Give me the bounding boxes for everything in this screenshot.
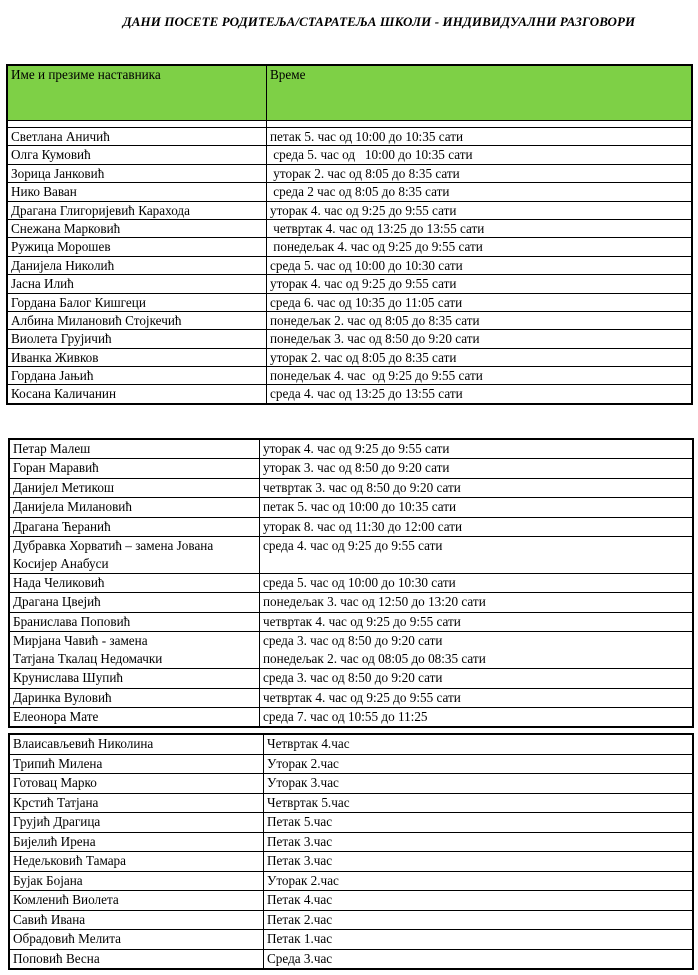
meeting-time-cell [260,517,694,536]
meeting-time: понедељак 4. час од 9:25 до 9:55 сати [270,239,483,255]
teacher-name-cell [7,367,267,385]
teacher-name-cell [9,593,260,612]
teacher-name: Дубравка Хорватић – замена Јована [13,537,214,553]
meeting-time: понедељак 2. час од 8:05 до 8:35 сати [270,312,480,328]
meeting-time-cell [264,832,694,852]
teacher-name: Елеонора Мате [13,708,99,724]
header-name: Име и презиме наставника [7,65,267,121]
teacher-name-cell [7,275,267,293]
teacher-name: Петар Малеш [13,441,91,456]
teacher-name-cell [9,774,264,794]
teacher-name: Виолета Грујичић [11,331,112,347]
teacher-name-cell [9,754,264,774]
teacher-name-cell [9,707,260,727]
meeting-time-cell [267,311,693,329]
table-row [7,238,692,256]
table-row [9,754,693,774]
meeting-time-cell [267,201,693,219]
meeting-time: петак 5. час од 10:00 до 10:35 сати [270,129,464,144]
meeting-time: Петак 3.час [267,833,333,849]
teacher-name-cell [9,871,264,891]
teacher-name-cell [7,219,267,237]
meeting-time-cell [260,439,694,459]
table-row [7,164,692,182]
teacher-name-cell [9,813,264,833]
table-row [7,128,692,146]
meeting-time-cell [267,219,693,237]
teacher-name: Готовац Марко [13,775,97,790]
table-row [9,852,693,872]
table-row [9,871,693,891]
table-row [9,669,693,688]
meeting-time: понедељак 4. час од 9:25 до 9:55 сати [270,368,483,384]
teacher-name: Бујак Бојана [13,872,83,888]
schedule-table-3 [8,733,694,970]
teacher-name-cell [7,348,267,366]
teacher-name-cell [7,330,267,348]
meeting-time-cell [267,183,693,201]
table-row [7,293,692,311]
schedule-table-1 [6,64,693,405]
table-row [9,930,693,950]
meeting-time-line2: понедељак 2. час од 08:05 до 08:35 сати [263,651,486,667]
teacher-name-cell [9,632,260,669]
table-row [7,146,692,164]
meeting-time: среда 4. час од 9:25 до 9:55 сати [263,537,443,553]
meeting-time-cell [267,367,693,385]
document-title [0,14,698,30]
meeting-time-cell [264,852,694,872]
table-row [9,612,693,631]
meeting-time: Четвртак 4.час [267,736,350,751]
meeting-time-cell [264,793,694,813]
teacher-name: Бранислава Поповић [13,613,131,629]
meeting-time-cell [260,707,694,727]
table-row [9,593,693,612]
teacher-name: Олга Кумовић [11,147,91,163]
teacher-name: Иванка Живков [11,349,99,365]
meeting-time: Петак 3.час [267,853,333,868]
meeting-time-cell [264,754,694,774]
table-row [9,573,693,592]
meeting-time: Уторак 2.час [267,755,339,771]
table-row [7,330,692,348]
table-row [9,813,693,833]
meeting-time: понедељак 3. час од 12:50 до 13:20 сати [263,594,486,610]
teacher-name-cell [9,949,264,969]
meeting-time-cell [264,930,694,950]
teacher-name-cell [7,311,267,329]
meeting-time: Петак 1.час [267,931,333,946]
meeting-time-cell [267,238,693,256]
table-row [9,498,693,517]
meeting-time: среда 2 час од 8:05 до 8:35 сати [270,184,450,200]
meeting-time-cell [264,871,694,891]
table-row [9,891,693,911]
meeting-time-cell [267,330,693,348]
meeting-time-cell [264,949,694,969]
table-row [9,517,693,536]
table-row [9,536,693,573]
table-row [7,256,692,274]
meeting-time-cell [264,910,694,930]
meeting-time-cell [267,275,693,293]
teacher-name-cell [7,164,267,182]
teacher-name-cell [9,910,264,930]
teacher-name: Данијела Николић [11,257,115,273]
table-row [9,439,693,459]
meeting-time-cell [267,256,693,274]
table-row [7,183,692,201]
meeting-time: петак 5. час од 10:00 до 10:35 сати [263,499,457,515]
meeting-time-cell [260,536,694,573]
teacher-name: Драгана Ћеранић [13,518,111,534]
table-row [9,632,693,669]
teacher-name-cell [9,891,264,911]
teacher-name: Нада Челиковић [13,574,105,590]
teacher-name: Горан Маравић [13,460,99,476]
teacher-name-cell [9,793,264,813]
meeting-time: среда 5. час од 10:00 до 10:35 сати [270,147,473,163]
meeting-time-cell [260,688,694,707]
meeting-time: уторак 2. час од 8:05 до 8:35 сати [270,165,460,181]
teacher-name: Албина Милановић Стојкечић [11,312,182,328]
teacher-name: Данијела Милановић [13,499,132,515]
header-time: Време [267,65,693,121]
meeting-time-cell [264,813,694,833]
teacher-name: Трипић Милена [13,755,103,771]
meeting-time-cell [260,478,694,497]
table-row [7,385,692,404]
teacher-name: Крунислава Шупић [13,670,124,686]
document-title-text: ДАНИ ПОСЕТЕ РОДИТЕЉА/СТАРАТЕЉА ШКОЛИ - ИНДИВИДУАЛНИ РАЗГОВОРИ [122,14,636,29]
meeting-time: среда 4. час од 13:25 до 13:55 сати [270,386,463,402]
meeting-time: среда 5. час од 10:00 до 10:30 сати [270,257,463,273]
teacher-name-cell [7,183,267,201]
meeting-time-cell [260,593,694,612]
table-row [7,201,692,219]
teacher-name-cell [9,688,260,707]
teacher-name: Гордана Јањић [11,368,94,384]
meeting-time-cell [260,498,694,517]
teacher-name-cell [9,734,264,754]
teacher-name: Недељковић Тамара [13,853,126,868]
meeting-time: среда 3. час од 8:50 до 9:20 сати [263,633,443,649]
teacher-name: Ружица Морошев [11,239,111,255]
meeting-time: уторак 2. час од 8:05 до 8:35 сати [270,349,457,365]
meeting-time: Уторак 2.час [267,872,339,888]
table-row [9,793,693,813]
teacher-name-cell [9,573,260,592]
meeting-time-cell [267,293,693,311]
teacher-name: Влаисављевић Николина [13,736,154,751]
teacher-name: Мирјана Чавић - замена [13,633,148,649]
table-row [9,832,693,852]
table-row [7,348,692,366]
teacher-name: Комленић Виолета [13,892,119,907]
teacher-name-cell [9,930,264,950]
meeting-time: четвртак 4. час од 9:25 до 9:55 сати [263,613,461,629]
teacher-name: Бијелић Ирена [13,833,96,849]
meeting-time: четвртак 3. час од 8:50 до 9:20 сати [263,479,461,495]
table-spacer-row [7,121,692,128]
table-row [9,910,693,930]
teacher-name-cell [7,385,267,404]
teacher-name-cell [9,498,260,517]
teacher-name-cell [9,669,260,688]
teacher-name-cell [9,832,264,852]
meeting-time: уторак 4. час од 9:25 до 9:55 сати [270,276,457,292]
meeting-time-cell [264,774,694,794]
meeting-time: четвртак 4. час од 13:25 до 13:55 сати [270,220,485,236]
schedule-table-2 [8,438,694,728]
meeting-time: четвртак 4. час од 9:25 до 9:55 сати [263,689,461,705]
teacher-name-cell [9,536,260,573]
meeting-time: уторак 3. час од 8:50 до 9:20 сати [263,460,450,476]
teacher-name: Гордана Балог Кишгеци [11,294,146,310]
teacher-name: Светлана Аничић [11,129,110,144]
teacher-name-cell [7,238,267,256]
teacher-name-cell [9,852,264,872]
teacher-name: Снежана Марковић [11,220,121,236]
teacher-name-cell [9,439,260,459]
table-row [7,311,692,329]
meeting-time-cell [260,459,694,478]
teacher-name-cell [9,517,260,536]
table-row [7,275,692,293]
teacher-name-cell [7,128,267,146]
meeting-time-cell [264,891,694,911]
teacher-name-cell [9,459,260,478]
meeting-time-cell [267,146,693,164]
meeting-time-cell [260,669,694,688]
meeting-time: среда 5. час од 10:00 до 10:30 сати [263,574,456,590]
table-header-row [7,65,692,121]
teacher-name: Поповић Весна [13,950,100,966]
meeting-time: среда 6. час од 10:35 до 11:05 сати [270,294,463,310]
meeting-time: среда 7. час од 10:55 до 11:25 [263,708,428,724]
table-row [9,734,693,754]
meeting-time: понедељак 3. час од 8:50 до 9:20 сати [270,331,480,347]
table-row [9,459,693,478]
meeting-time-cell [267,128,693,146]
meeting-time: Уторак 3.час [267,775,339,790]
teacher-name: Драгана Цвејић [13,594,101,610]
teacher-name-line2: Татјана Ткалац Недомачки [13,651,163,667]
meeting-time: уторак 8. час од 11:30 до 12:00 сати [263,518,463,534]
teacher-name: Грујић Драгица [13,814,101,829]
teacher-name-cell [7,256,267,274]
meeting-time: Среда 3.час [267,950,333,966]
meeting-time: среда 3. час од 8:50 до 9:20 сати [263,670,443,686]
teacher-name: Косана Каличанин [11,386,117,402]
meeting-time-cell [260,632,694,669]
teacher-name-cell [9,478,260,497]
teacher-name-cell [7,201,267,219]
table-row [9,774,693,794]
teacher-name-cell [9,612,260,631]
table-row [7,219,692,237]
teacher-name-cell [7,293,267,311]
teacher-name-cell [7,146,267,164]
meeting-time-cell [267,348,693,366]
teacher-name: Зорица Јанковић [11,165,105,181]
table-row [9,688,693,707]
meeting-time-cell [267,164,693,182]
teacher-name-line2: Косијер Анабуси [13,555,109,571]
teacher-name: Даринка Вуловић [13,689,112,705]
teacher-name: Крстић Татјана [13,794,99,810]
meeting-time: уторак 4. час од 9:25 до 9:55 сати [263,441,450,456]
table-row [7,367,692,385]
meeting-time: Петак 2.час [267,911,333,927]
meeting-time-cell [267,385,693,404]
teacher-name: Нико Ваван [11,184,77,200]
meeting-time-cell [260,573,694,592]
meeting-time-cell [260,612,694,631]
table-row [9,707,693,727]
teacher-name: Данијел Метикош [13,479,115,495]
meeting-time: Петак 4.час [267,892,333,907]
teacher-name: Савић Ивана [13,911,86,927]
teacher-name: Јасна Илић [11,276,74,292]
teacher-name: Драгана Глигоријевић Карахода [11,202,190,218]
table-row [9,478,693,497]
teacher-name: Обрадовић Мелита [13,931,121,946]
meeting-time: Петак 5.час [267,814,333,829]
meeting-time: Четвртак 5.час [267,794,350,810]
meeting-time-cell [264,734,694,754]
meeting-time: уторак 4. час од 9:25 до 9:55 сати [270,202,457,218]
table-row [9,949,693,969]
